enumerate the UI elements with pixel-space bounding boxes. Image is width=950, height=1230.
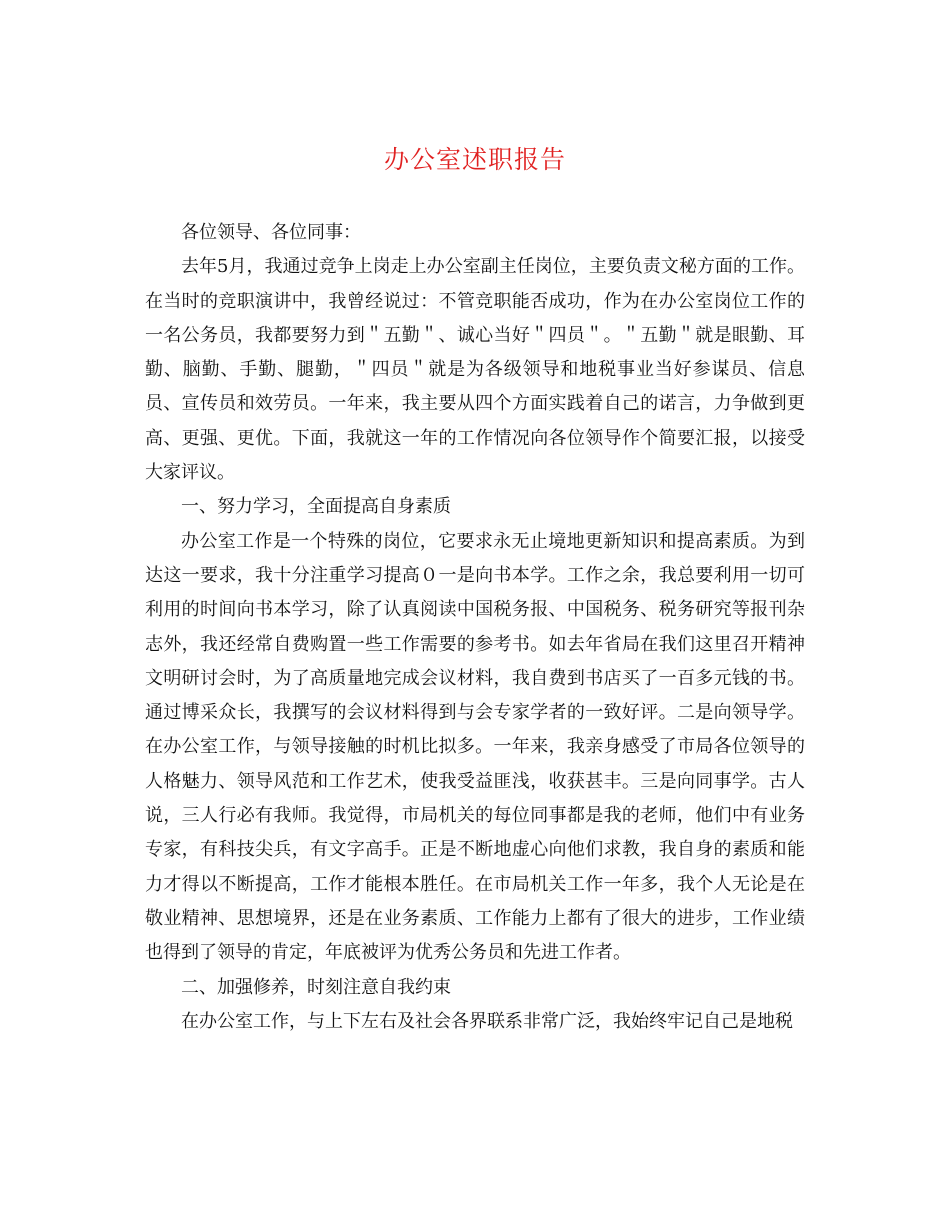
section-heading-2: 二、加强修养，时刻注意自我约束: [181, 976, 451, 998]
section-1-paragraph: 办公室工作是一个特殊的岗位，它要求永无止境地更新知识和提高素质。为到达这一要求，我十分注重学习提高０一是向书本学。工作之余，我总要利用一切可利用的时间向书本学习，除了认真阅读中国税务报、中国税务、税务研究等报刊杂志外，我还经常自费购置一些工作需要的参考书。如去年省局在我们这里召开精神文明研讨会时，为了高质量地完成会议材料，我自费到书店买了一百多元钱的书。通过博采众长，我撰写的会议材料得到与会专家学者的一致好评。二是向领导学。在办公室工作，与领导接触的时机比拟多。一年来，我亲身感受了市局各位领导的人格魅力、领导风范和工作艺术，使我受益匪浅，收获甚丰。三是向同事学。古人说，三人行必有我师。我觉得，市局机关的每位同事都是我的老师，他们中有业务专家，有科技尖兵，有文字高手。正是不断地虚心向他们求教，我自身的素质和能力才得以不断提高，工作才能根本胜任。在市局机关工作一年多，我个人无论是在敬业精神、思想境界，还是在业务素质、工作能力上都有了很大的进步，工作业绩也得到了领导的肯定，年底被评为优秀公务员和先进工作者。: [145, 530, 805, 964]
salutation-paragraph: 各位领导、各位同事：: [181, 222, 361, 243]
intro-paragraph: 去年5月，我通过竞争上岗走上办公室副主任岗位，主要负责文秘方面的工作。在当时的竞职演讲中，我曾经说过：不管竞职能否成功，作为在办公室岗位工作的一名公务员，我都要努力到＂五勤＂、诚心当好＂四员＂。＂五勤＂就是眼勤、耳勤、脑勤、手勤、腿勤，＂四员＂就是为各级领导和地税事业当好参谋员、信息员、宣传员和效劳员。一年来，我主要从四个方面实践着自己的诺言，力争做到更高、更强、更优。下面，我就这一年的工作情况向各位领导作个简要汇报，以接受大家评议。: [145, 256, 805, 484]
document-title: 办公室述职报告: [383, 145, 566, 174]
document-body: [145, 216, 805, 1039]
section-2-paragraph: 在办公室工作，与上下左右及社会各界联系非常广泛，我始终牢记自己是地税: [181, 1010, 793, 1032]
section-heading-1: 一、努力学习，全面提高自身素质: [181, 496, 451, 518]
